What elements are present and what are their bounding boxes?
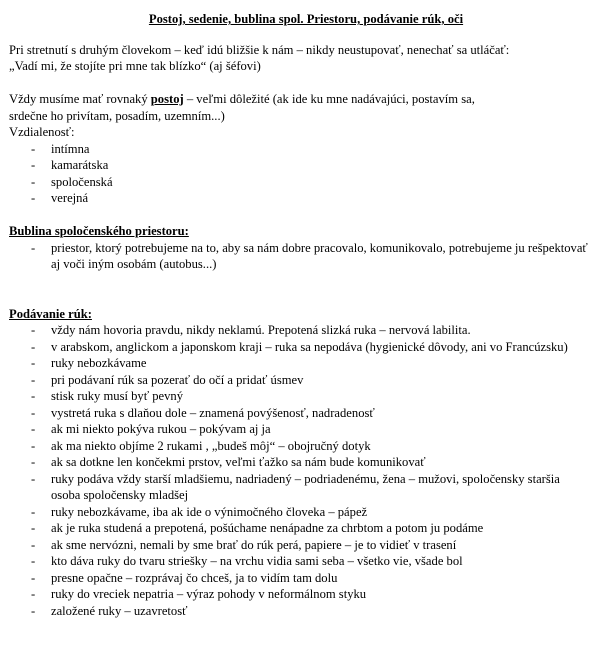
list-item xyxy=(9,141,589,158)
bullet-dash: - xyxy=(31,570,36,585)
bullet-dash: - xyxy=(31,141,36,156)
intro-line-1: Pri stretnutí s druhým človekom – keď idú bližšie k nám – nikdy neustupovať, nenechať sa utláčať: xyxy=(9,42,510,57)
bullet-dash: - xyxy=(31,372,36,387)
list-item xyxy=(9,388,589,405)
bullet-dash: - xyxy=(31,240,36,255)
bullet-dash: - xyxy=(31,174,36,189)
posture-text-after: – veľmi dôležité (ak ide ku mne nadávajúci, postavím sa, xyxy=(183,92,475,106)
list-item-text: ak ma niekto objíme 2 rukami , „budeš môj“ – obojručný dotyk xyxy=(51,438,371,453)
handshake-heading: Podávanie rúk: xyxy=(9,306,92,321)
posture-keyword: postoj xyxy=(150,92,184,106)
list-item xyxy=(9,504,589,521)
list-item xyxy=(9,174,589,191)
bullet-dash: - xyxy=(31,521,36,535)
list-item-text: ruky nebozkávame, iba ak ide o výnimočného človeka – pápež xyxy=(51,504,368,519)
list-item xyxy=(9,240,589,273)
bullet-dash: - xyxy=(31,389,36,403)
posture-line-2: srdečne ho privítam, posadím, uzemním...) xyxy=(9,108,225,123)
bullet-dash: - xyxy=(31,356,36,370)
bullet-dash: - xyxy=(31,537,36,552)
list-item-text: priestor, ktorý potrebujeme na to, aby sa nám dobre pracovalo, komunikovalo, potrebujeme ju rešpektovať aj voči iným osobám (autobus...) xyxy=(51,240,588,271)
list-item xyxy=(9,454,589,471)
list-item-text: ak sa dotkne len končekmi prstov, veľmi ťažko sa nám bude komunikovať xyxy=(51,455,426,469)
list-item-text: ruky nebozkávame xyxy=(51,356,147,370)
list-item xyxy=(9,438,589,455)
list-item-text: kto dáva ruky do tvaru striešky – na vrchu vidia sami seba – všetko vie, všade bol xyxy=(51,554,463,568)
list-item xyxy=(9,471,589,504)
list-item xyxy=(9,603,589,620)
list-item-text: ruky podáva vždy starší mladšiemu, nadriadený – podriadenému, žena – mužovi, spoločensky staršia osoba spoločensky mladšej xyxy=(51,471,560,502)
list-item-text: intímna xyxy=(51,141,90,156)
list-item xyxy=(9,355,589,372)
handshake-list xyxy=(9,322,589,619)
document-page xyxy=(9,11,589,619)
bullet-dash: - xyxy=(31,323,36,337)
list-item-text: vystretá ruka s dlaňou dole – znamená povýšenosť, nadradenosť xyxy=(51,405,375,420)
bubble-list xyxy=(9,240,589,273)
bullet-dash: - xyxy=(31,191,36,205)
bullet-dash: - xyxy=(31,471,36,486)
list-item xyxy=(9,553,589,570)
bullet-dash: - xyxy=(31,158,36,172)
list-item-text: presne opačne – rozprávaj čo chceš, ja to vidím tam dolu xyxy=(51,570,338,585)
bullet-dash: - xyxy=(31,405,36,420)
list-item xyxy=(9,520,589,537)
bubble-heading: Bublina spoločenského priestoru: xyxy=(9,224,189,238)
document-title: Postoj, sedenie, bublina spol. Priestoru, podávanie rúk, oči xyxy=(148,12,464,26)
list-item-text: založené ruky – uzavretosť xyxy=(51,603,188,618)
list-item-text: kamarátska xyxy=(51,158,109,172)
list-item-text: ak je ruka studená a prepotená, pošúchame nenápadne za chrbtom a potom ju podáme xyxy=(51,521,484,535)
bullet-dash: - xyxy=(31,504,36,519)
list-item-text: ak sme nervózni, nemali by sme brať do rúk perá, papiere – je to vidieť v trasení xyxy=(51,537,457,552)
list-item xyxy=(9,339,589,356)
bullet-dash: - xyxy=(31,438,36,453)
posture-text-before: Vždy musíme mať rovnaký xyxy=(9,92,151,106)
list-item xyxy=(9,405,589,422)
list-item-text: spoločenská xyxy=(51,174,113,189)
list-item-text: ruky do vreciek nepatria – výraz pohody v neformálnom styku xyxy=(51,587,367,601)
bullet-dash: - xyxy=(31,587,36,601)
list-item xyxy=(9,157,589,174)
posture-paragraph xyxy=(9,91,589,108)
list-item-text: vždy nám hovoria pravdu, nikdy neklamú. Prepotená slizká ruka – nervová labilita. xyxy=(51,323,471,337)
list-item-text: v arabskom, anglickom a japonskom kraji – ruka sa nepodáva (hygienické dôvody, ani vo Francúzsku) xyxy=(51,339,568,354)
bullet-dash: - xyxy=(31,455,36,469)
intro-line-2: „Vadí mi, že stojíte pri mne tak blízko“ (aj šéfovi) xyxy=(9,59,261,73)
bullet-dash: - xyxy=(31,554,36,568)
bullet-dash: - xyxy=(31,339,36,354)
list-item-text: ak mi niekto pokýva rukou – pokývam aj ja xyxy=(51,422,271,436)
list-item-text: stisk ruky musí byť pevný xyxy=(51,389,184,403)
bullet-dash: - xyxy=(31,603,36,618)
distance-label: Vzdialenosť: xyxy=(9,125,75,139)
list-item xyxy=(9,322,589,339)
distance-list xyxy=(9,141,589,207)
list-item xyxy=(9,421,589,438)
list-item xyxy=(9,537,589,554)
bullet-dash: - xyxy=(31,422,36,436)
list-item-text: verejná xyxy=(51,191,89,205)
list-item xyxy=(9,372,589,389)
list-item xyxy=(9,586,589,603)
list-item xyxy=(9,190,589,207)
list-item xyxy=(9,570,589,587)
list-item-text: pri podávaní rúk sa pozerať do očí a pridať úsmev xyxy=(51,372,304,387)
